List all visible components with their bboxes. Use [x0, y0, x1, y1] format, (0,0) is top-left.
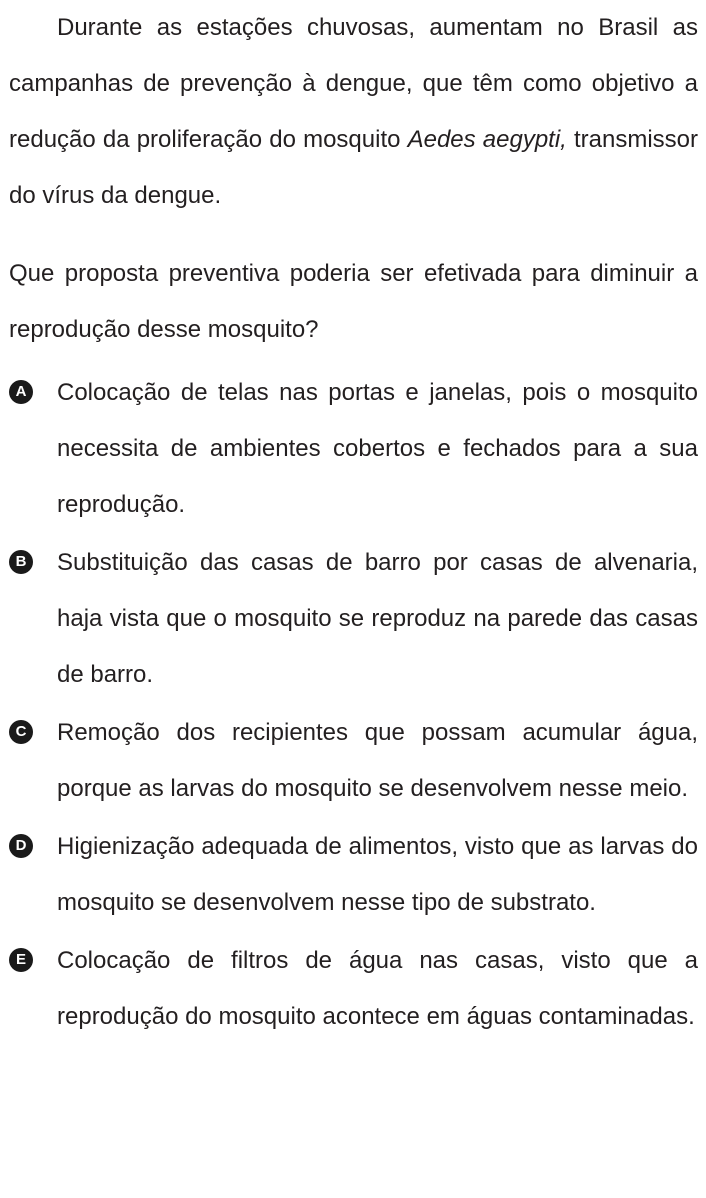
option-b-text: Substituição das casas de barro por casas de alvenaria, haja vista que o mosquito se reproduz na parede das casas de barro.: [57, 549, 698, 688]
intro-paragraph: [9, 0, 698, 224]
option-d-text: Higienização adequada de alimentos, visto que as larvas do mosquito se desenvolvem nesse tipo de substrato.: [57, 833, 698, 916]
option-e-text: Colocação de filtros de água nas casas, visto que a reprodução do mosquito acontece em águas contaminadas.: [57, 947, 698, 1030]
paragraph-spacer: [9, 224, 698, 246]
option-d-letter-badge: D: [9, 834, 33, 858]
option-b-letter-badge: B: [9, 550, 33, 574]
option-c-text: Remoção dos recipientes que possam acumular água, porque as larvas do mosquito se desenvolvem nesse meio.: [57, 719, 698, 802]
intro-text-part1: Durante as estações chuvosas, aumentam no Brasil as campanhas de prevenção à dengue, que têm como objetivo a redução da proliferação do mosquito: [9, 14, 698, 153]
answer-options: [9, 365, 698, 1045]
option-e[interactable]: [9, 933, 698, 1045]
option-b[interactable]: [9, 535, 698, 703]
option-c-letter-badge: C: [9, 720, 33, 744]
question-stem: Que proposta preventiva poderia ser efetivada para diminuir a reprodução desse mosquito?: [9, 260, 698, 343]
option-d[interactable]: [9, 819, 698, 931]
option-a[interactable]: [9, 365, 698, 533]
option-e-letter-badge: E: [9, 948, 33, 972]
option-a-letter-badge: A: [9, 380, 33, 404]
option-c[interactable]: [9, 705, 698, 817]
species-name: Aedes aegypti,: [407, 126, 567, 153]
question-page: [9, 0, 698, 1047]
option-a-text: Colocação de telas nas portas e janelas, pois o mosquito necessita de ambientes cobertos e fechados para a sua reprodução.: [57, 379, 698, 518]
intro-text-part2: transmissor do vírus da dengue.: [9, 126, 698, 209]
